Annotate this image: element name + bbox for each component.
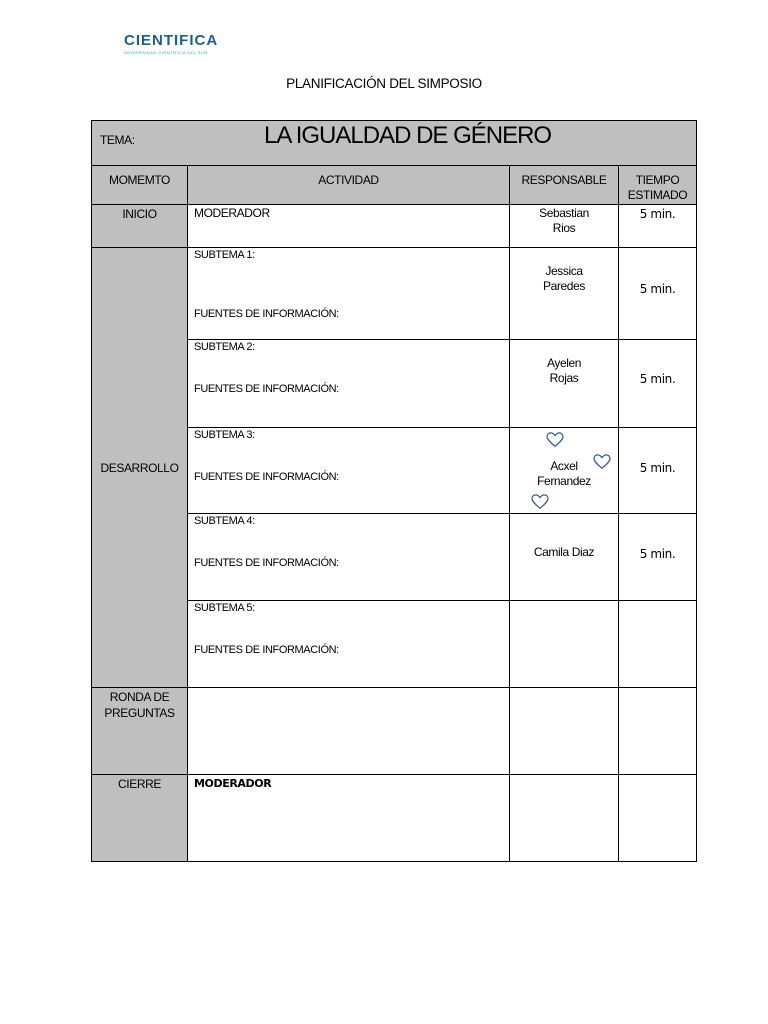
tema-label: TEMA: [100, 133, 135, 147]
responsible-subtema-2: Ayelen Rojas [510, 340, 619, 428]
responsible-ronda [510, 688, 619, 775]
moment-cierre: CIERRE [92, 775, 188, 862]
heart-outline-icon [531, 494, 549, 510]
tema-value: LA IGUALDAD DE GÉNERO [264, 122, 552, 149]
moment-inicio: INICIO [92, 205, 188, 248]
symposium-plan-table [91, 120, 697, 862]
tema-cell [92, 121, 697, 166]
activity-subtema-2: SUBTEMA 2: FUENTES DE INFORMACIÓN: [188, 340, 510, 428]
responsible-subtema-5 [510, 601, 619, 688]
time-subtema-2: 5 min. [619, 340, 697, 428]
desarrollo-row-1 [92, 248, 697, 340]
header-tiempo: TIEMPO ESTIMADO [619, 166, 697, 205]
tema-row [92, 121, 697, 166]
document-title: PLANIFICACIÓN DEL SIMPOSIO [286, 76, 482, 91]
logo-brand: CIENTIFICA [124, 32, 219, 49]
heart-outline-icon [593, 454, 611, 470]
responsible-cierre [510, 775, 619, 862]
moment-ronda-preguntas: RONDA DE PREGUNTAS [92, 688, 188, 775]
time-cierre [619, 775, 697, 862]
moment-desarrollo: DESARROLLO [92, 248, 188, 688]
activity-subtema-3: SUBTEMA 3: FUENTES DE INFORMACIÓN: [188, 428, 510, 514]
activity-cierre: MODERADOR [188, 775, 510, 862]
responsible-subtema-4: Camila Diaz [510, 514, 619, 601]
activity-subtema-1: SUBTEMA 1: FUENTES DE INFORMACIÓN: [188, 248, 510, 340]
time-subtema-4: 5 min. [619, 514, 697, 601]
activity-subtema-4: SUBTEMA 4: FUENTES DE INFORMACIÓN: [188, 514, 510, 601]
activity-inicio: MODERADOR [188, 205, 510, 248]
time-subtema-5 [619, 601, 697, 688]
time-inicio: 5 min. [619, 205, 697, 248]
university-logo [114, 22, 256, 62]
inicio-row [92, 205, 697, 248]
activity-ronda [188, 688, 510, 775]
time-ronda [619, 688, 697, 775]
heart-outline-icon [546, 432, 564, 448]
header-responsable: RESPONSABLE [510, 166, 619, 205]
header-momento: MOMEMTO [92, 166, 188, 205]
ronda-row [92, 688, 697, 775]
time-subtema-1: 5 min. [619, 248, 697, 340]
activity-subtema-5: SUBTEMA 5: FUENTES DE INFORMACIÓN: [188, 601, 510, 688]
cierre-row [92, 775, 697, 862]
logo-tagline: UNIVERSIDAD CIENTÍFICA DEL SUR [124, 50, 208, 55]
header-row [92, 166, 697, 205]
responsible-inicio: Sebastian Rios [510, 205, 619, 248]
time-subtema-3: 5 min. [619, 428, 697, 514]
responsible-subtema-1: Jessica Paredes [510, 248, 619, 340]
responsible-subtema-3: Acxel Fernandez [510, 428, 619, 514]
header-actividad: ACTIVIDAD [188, 166, 510, 205]
